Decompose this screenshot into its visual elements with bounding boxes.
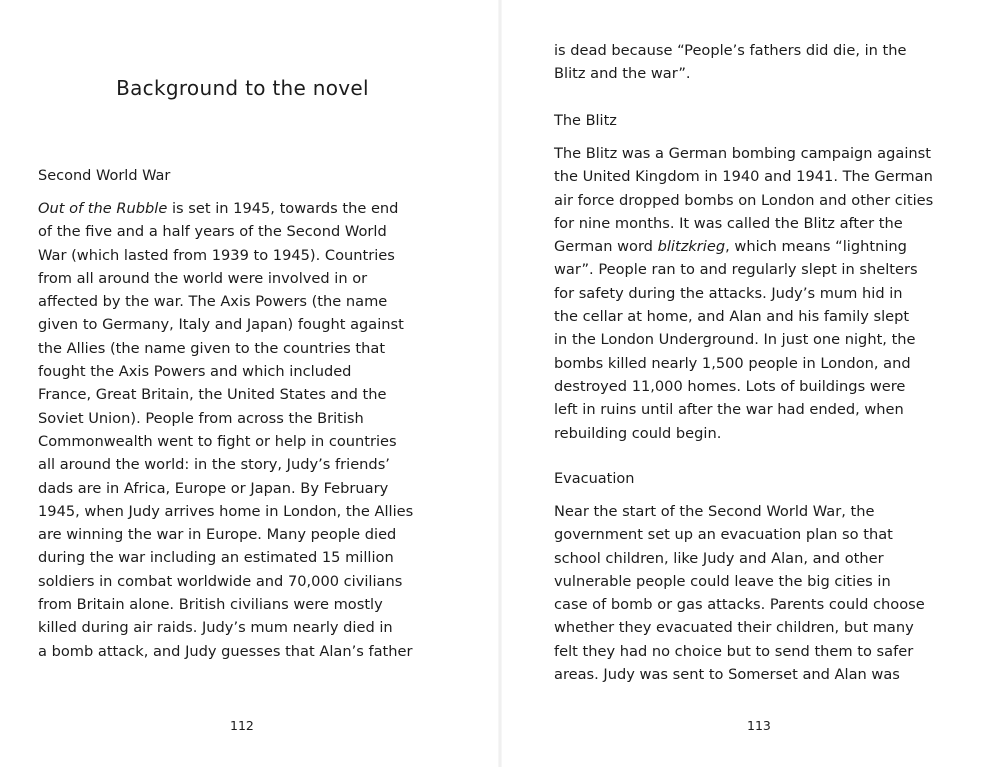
paragraph-line: felt they had no choice but to send them to safer [554, 642, 914, 660]
paragraph-line: The Blitz was a German bombing campaign against [554, 145, 931, 162]
section-heading-second-world-war: Second World War [38, 168, 171, 184]
paragraph-line: the United Kingdom in 1940 and 1941. The German [554, 168, 933, 186]
paragraph-line: the Allies (the name given to the countries that [38, 339, 386, 357]
right-page [500, 0, 1000, 767]
paragraph-line: destroyed 11,000 homes. Lots of buildings were [554, 377, 906, 395]
paragraph-line: is dead because “People’s fathers did die, in the [554, 42, 907, 59]
paragraph-line: given to Germany, Italy and Japan) fought against [38, 316, 404, 334]
page-number: 112 [230, 718, 254, 733]
paragraph-line: killed during air raids. Judy’s mum nearly died in [38, 619, 393, 637]
page-number: 113 [747, 718, 771, 733]
paragraph-line: fought the Axis Powers and which included [38, 363, 352, 381]
paragraph-line: all around the world: in the story, Judy’s friends’ [38, 456, 390, 474]
section-heading-evacuation: Evacuation [554, 471, 635, 487]
paragraph-line: from Britain alone. British civilians were mostly [38, 596, 383, 614]
paragraph-line: in the London Underground. In just one night, the [554, 331, 916, 349]
paragraph-line: for safety during the attacks. Judy’s mum hid in [554, 284, 903, 302]
foreign-word: blitzkrieg [657, 238, 726, 256]
paragraph-line: government set up an evacuation plan so that [554, 526, 893, 544]
paragraph-line: dads are in Africa, Europe or Japan. By February [38, 479, 389, 497]
paragraph-line: soldiers in combat worldwide and 70,000 civilians [38, 572, 403, 590]
paragraph-line: War (which lasted from 1939 to 1945). Countries [38, 246, 395, 264]
paragraph-line: vulnerable people could leave the big cities in [554, 572, 891, 590]
paragraph-line: school children, like Judy and Alan, and other [554, 549, 884, 567]
paragraph-line: whether they evacuated their children, but many [554, 619, 914, 637]
paragraph-line: during the war including an estimated 15 million [38, 549, 394, 567]
paragraph-continuation [554, 39, 907, 86]
paragraph-line: Blitz and the war”. [554, 65, 691, 83]
paragraph-line: for nine months. It was called the Blitz after the [554, 214, 903, 232]
paragraph-line: a bomb attack, and Judy guesses that Alan’s father [38, 642, 413, 660]
paragraph-line: from all around the world were involved in or [38, 269, 368, 287]
paragraph-line: Soviet Union). People from across the British [38, 409, 364, 427]
chapter-title: Background to the novel [116, 76, 369, 100]
paragraph-line: German word blitzkrieg, which means “lightning [554, 238, 907, 256]
section-heading-the-blitz: The Blitz [554, 113, 617, 129]
paragraph-evacuation [554, 500, 925, 686]
paragraph-line: case of bomb or gas attacks. Parents could choose [554, 596, 925, 614]
paragraph-line: Commonwealth went to fight or help in countries [38, 432, 397, 450]
paragraph-line: bombs killed nearly 1,500 people in London, and [554, 354, 911, 372]
paragraph-the-blitz [554, 142, 933, 445]
paragraph-line: areas. Judy was sent to Somerset and Alan was [554, 666, 900, 684]
paragraph-second-world-war [38, 197, 413, 663]
paragraph-line: left in ruins until after the war had ended, when [554, 401, 904, 419]
paragraph-line: the cellar at home, and Alan and his family slept [554, 308, 910, 326]
paragraph-line: war”. People ran to and regularly slept in shelters [554, 261, 918, 279]
paragraph-line: affected by the war. The Axis Powers (the name [38, 293, 388, 311]
paragraph-line: of the five and a half years of the Second World [38, 223, 387, 241]
book-title: Out of the Rubble [38, 200, 168, 217]
paragraph-line: Near the start of the Second World War, the [554, 503, 875, 520]
paragraph-line: France, Great Britain, the United States and the [38, 386, 387, 404]
paragraph-line: are winning the war in Europe. Many people died [38, 526, 397, 544]
paragraph-line: Out of the Rubble is set in 1945, towards the end [38, 200, 399, 217]
paragraph-line: 1945, when Judy arrives home in London, the Allies [38, 502, 414, 520]
paragraph-line: air force dropped bombs on London and other cities [554, 191, 934, 209]
paragraph-line: rebuilding could begin. [554, 424, 722, 442]
